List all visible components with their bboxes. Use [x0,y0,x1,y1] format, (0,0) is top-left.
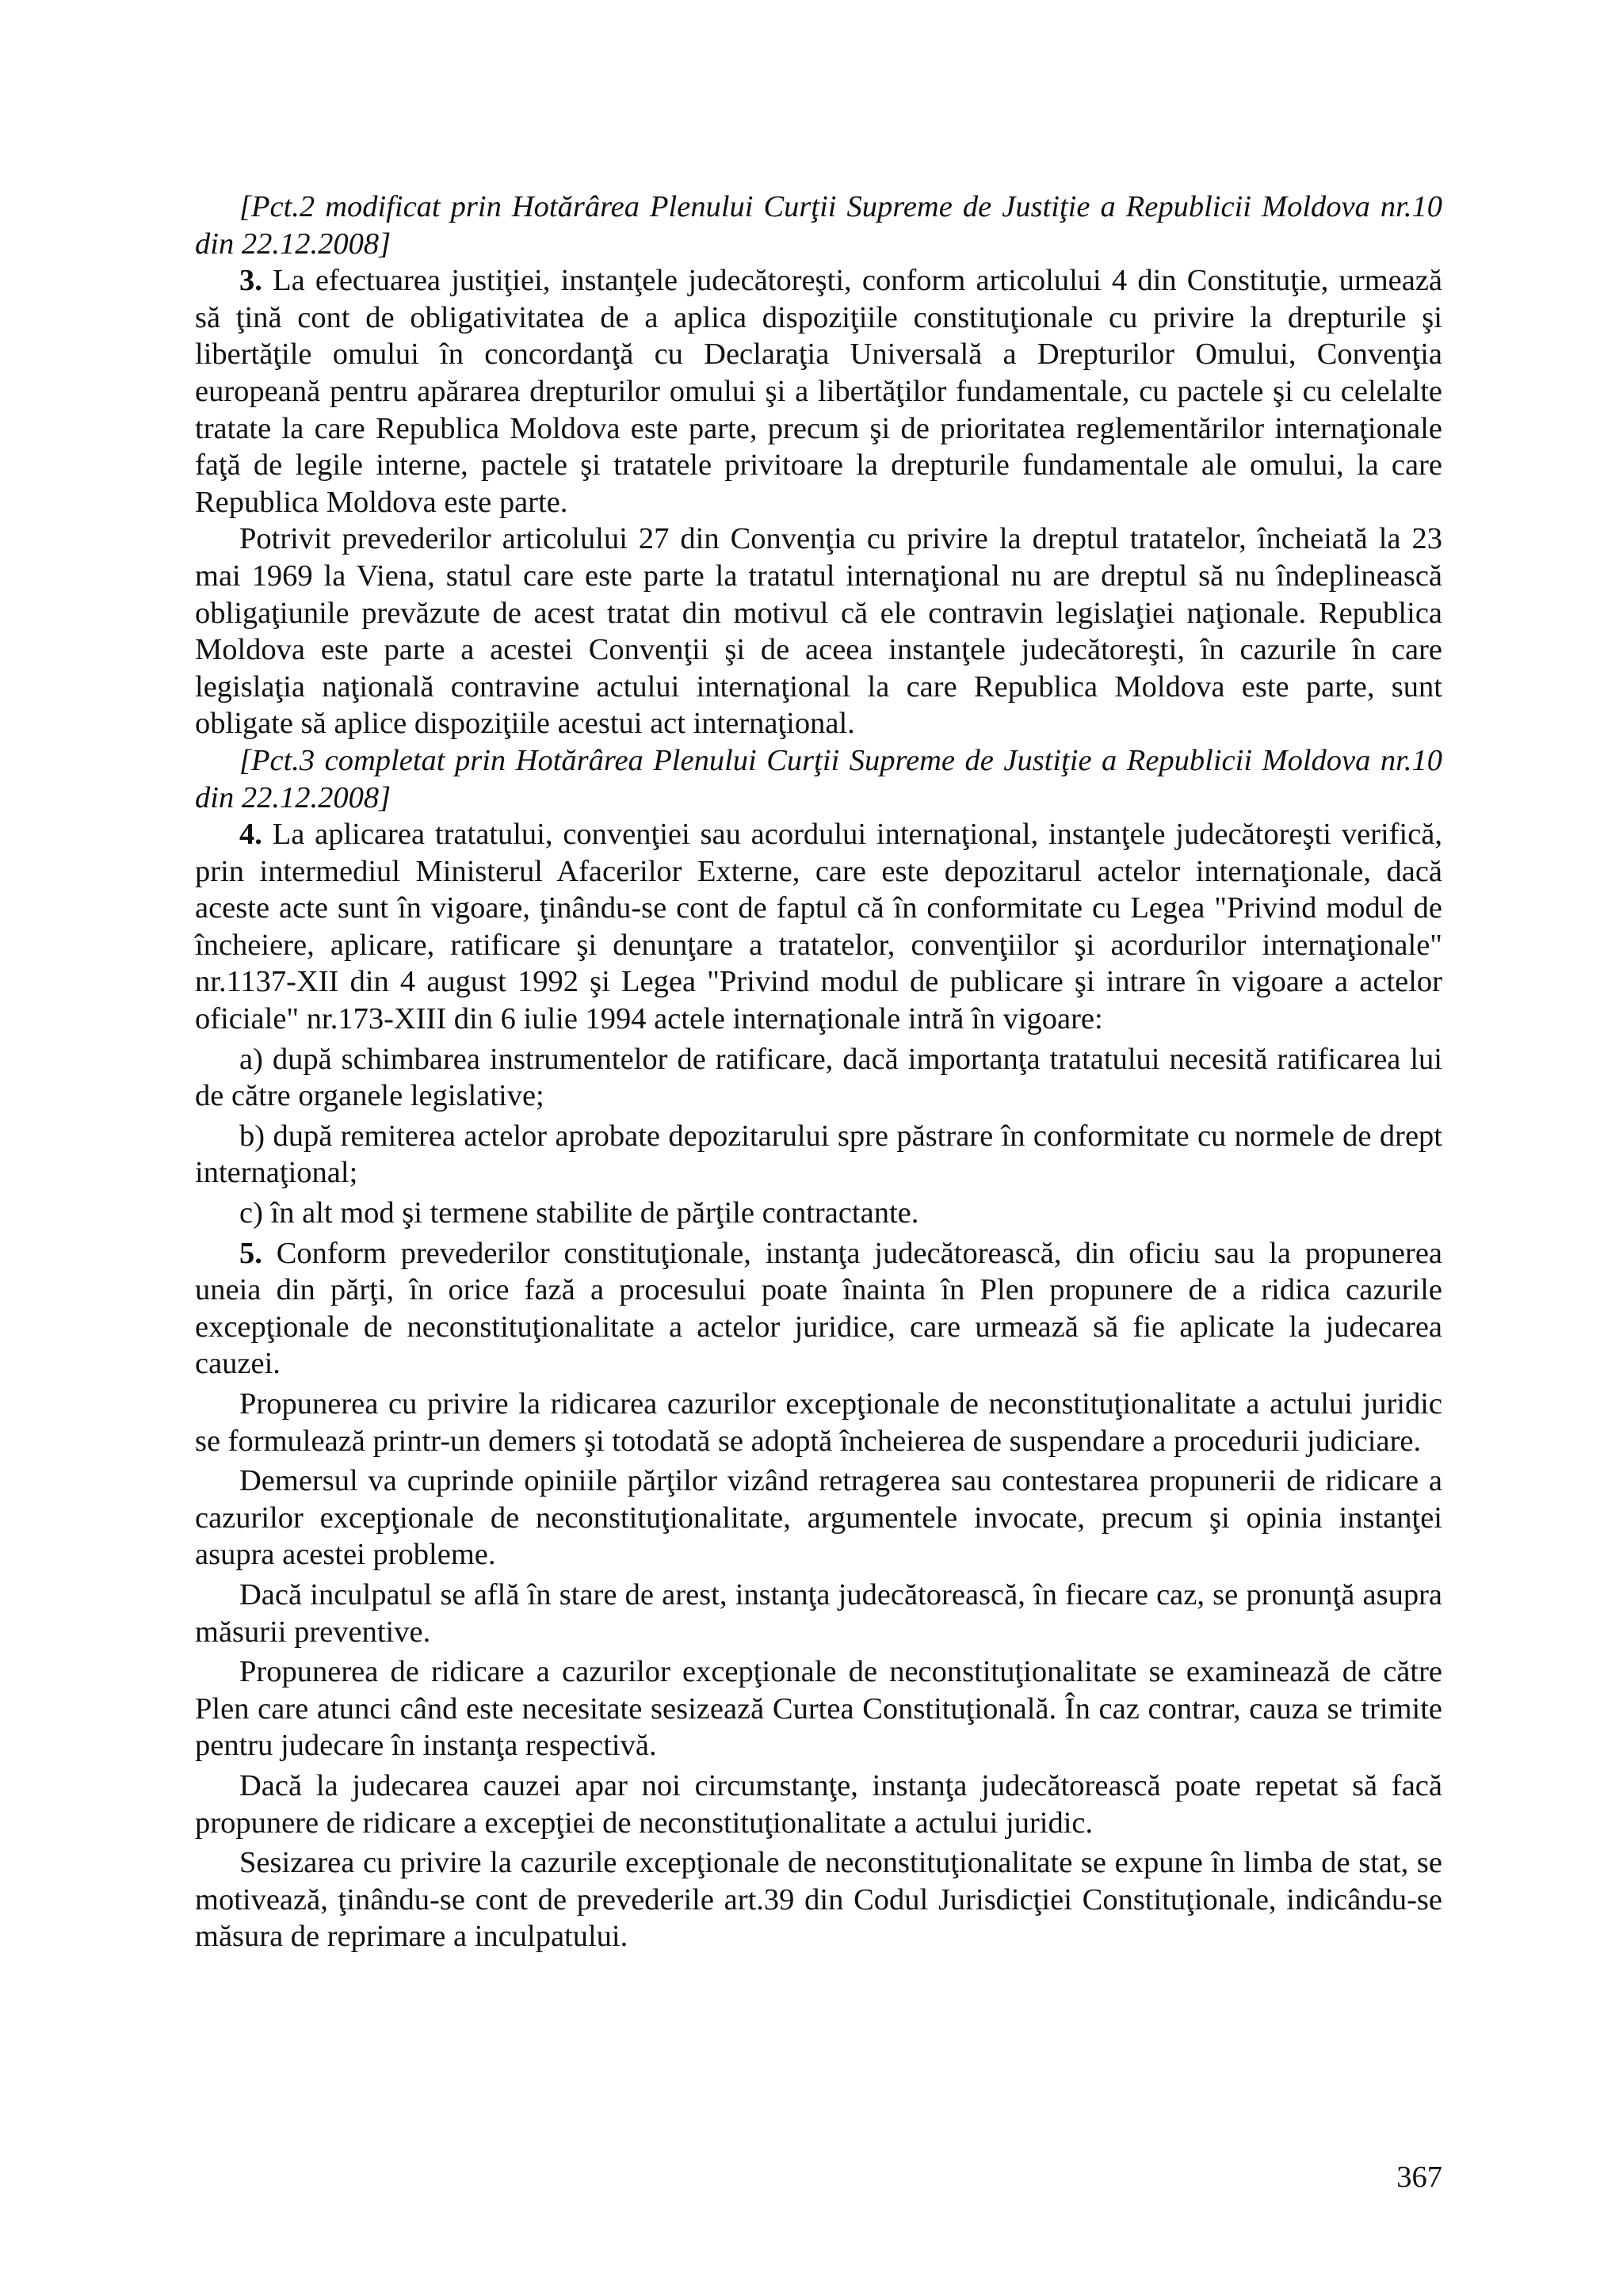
paragraph-5-part-2: Propunerea cu privire la ridicarea cazurilor excepţionale de neconstituţionalitate a actului juridic se formulează printr-un demers şi totodată se adoptă încheierea de suspendare a procedurii judiciare. [195,1387,1442,1458]
amendment-note-pct2: [Pct.2 modificat prin Hotărârea Plenului Curţii Supreme de Justiţie a Republicii Moldova nr.10 din 22.12.2008] [195,190,1442,261]
paragraph-3-continuation: Potrivit prevederilor articolului 27 din Convenţia cu privire la dreptul tratatelor, încheiată la 23 mai 1969 la Viena, statul care este parte la tratatul internaţional nu are dreptul să nu îndeplinească obligaţiunile prevăzute de acest tratat din motivul că ele contravin legislaţiei naţionale. Republica Moldova este parte a acestei Convenţii şi de aceea instanţele judecătoreşti, în cazurile în care legislaţia naţională contravine actului internaţional la care Republica Moldova este parte, sunt obligate să aplice dispoziţiile acestui act internaţional. [195,522,1442,741]
paragraph-5-part-7: Sesizarea cu privire la cazurile excepţionale de neconstituţionalitate se expune în limba de stat, se motivează, ţinându-se cont de prevederile art.39 din Codul Jurisdicţiei Constituţionale, indicându-se măsura de reprimare a inculpatului. [195,1846,1442,1954]
paragraph-3-text: La efectuarea justiţiei, instanţele judecătoreşti, conform articolului 4 din Constituţie, urmează să ţină cont de obligativitatea de a aplica dispoziţiile constituţionale cu privire la drepturile şi libertăţile omului în concordanţă cu Declaraţia Universală a Drepturilor Omului, Convenţia europeană pentru apărarea drepturilor omului şi a libertăţilor fundamentale, cu pactele şi cu celelalte tratate la care Republica Moldova este parte, precum şi de prioritatea reglementărilor internaţionale faţă de legile interne, pactele şi tratatele privitoare la drepturile fundamentale ale omului, la care Republica Moldova este parte. [195,264,1442,519]
paragraph-5-part-6: Dacă la judecarea cauzei apar noi circumstanţe, instanţa judecătorească poate repetat să facă propunere de ridicare a excepţiei de neconstituţionalitate a actului juridic. [195,1768,1442,1840]
paragraph-4-item-a: a) după schimbarea instrumentelor de ratificare, dacă importanţa tratatului necesită ratificarea lui de către organele legislative; [195,1042,1442,1113]
paragraph-5 [195,1235,1442,1383]
paragraph-5-part-4: Dacă inculpatul se află în stare de arest, instanţa judecătorească, în fiecare caz, se pronunţă asupra măsurii preventive. [195,1577,1442,1649]
page-number: 367 [1396,2161,1442,2194]
paragraph-5-text: Conform prevederilor constituţionale, instanţa judecătorească, din oficiu sau la propunerea uneia din părţi, în orice fază a procesului poate înainta în Plen propunere de a ridica cazurile excepţionale de neconstituţionalitate a actelor juridice, care urmează să fie aplicate la judecarea cauzei. [195,1236,1442,1381]
amendment-note-pct3: [Pct.3 completat prin Hotărârea Plenului Curţii Supreme de Justiţie a Republicii Moldova nr.10 din 22.12.2008] [195,743,1442,814]
paragraph-5-number: 5. [239,1236,262,1270]
paragraph-4 [195,816,1442,1038]
paragraph-5-part-5: Propunerea de ridicare a cazurilor excepţionale de neconstituţionalitate se examinează de către Plen care atunci când este necesitate sesizează Curtea Constituţională. În caz contrar, cauza se trimite pentru judecare în instanţa respectivă. [195,1655,1442,1763]
paragraph-4-number: 4. [239,818,262,852]
paragraph-4-text: La aplicarea tratatului, convenţiei sau acordului internaţional, instanţele judecătoreşti verifică, prin intermediul Ministerul Afacerilor Externe, care este depozitarul actelor internaţionale, dacă aceste acte sunt în vigoare, ţinându-se cont de faptul că în conformitate cu Legea "Privind modul de încheiere, aplicare, ratificare şi denunţare a tratatelor, convenţiilor şi acordurilor internaţionale" nr.1137-XII din 4 august 1992 şi Legea "Privind modul de publicare şi intrare în vigoare a actelor oficiale" nr.173-XIII din 6 iulie 1994 actele internaţionale intră în vigoare: [195,818,1442,1036]
paragraph-4-item-b: b) după remiterea actelor aprobate depozitarului spre păstrare în conformitate cu normele de drept internaţional; [195,1119,1442,1190]
paragraph-4-item-c: c) în alt mod şi termene stabilite de părţile contractante. [239,1196,919,1230]
paragraph-3-number: 3. [239,264,262,298]
paragraph-3 [195,262,1442,521]
document-body [195,189,1442,1955]
paragraph-5-part-3: Demersul va cuprinde opiniile părţilor vizând retragerea sau contestarea propunerii de ridicare a cazurilor excepţionale de neconstituţionalitate, argumentele invocate, precum şi opinia instanţei asupra acestei probleme. [195,1464,1442,1572]
